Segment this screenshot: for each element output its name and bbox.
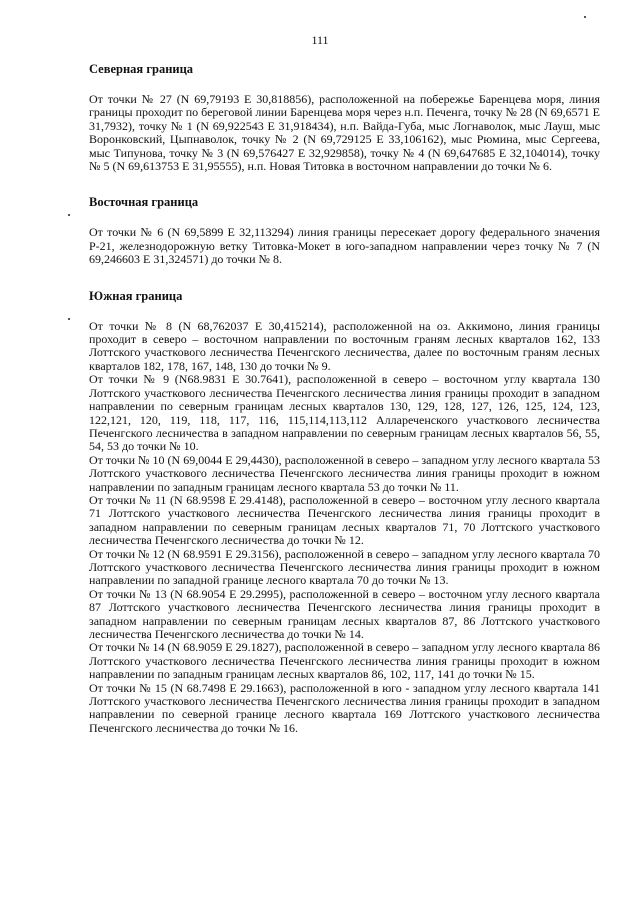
section-heading-south: Южная граница	[89, 288, 183, 303]
paragraph-south-4: От точки № 11 (N 68.9598 E 29.4148), расположенной в северо – восточном углу лесного квартала 71 Лоттского участкового лесничества Печенгского лесничества линия границы проходит в западном направлении по северным границам лесных кварталов 71, 70 Лоттского участкового лесничества Печенгского лесничества до точки № 12.	[89, 492, 600, 548]
scan-speck	[584, 16, 586, 18]
paragraph-south-8: От точки № 15 (N 68.7498 E 29.1663), расположенной в юго - западном углу лесного квартала 141 Лоттского участкового лесничества Печенгского лесничества линия границы проходит в западном направлении по северной границе лесного квартала 169 Лоттского участкового лесничества Печенгского лесничества до точки № 16.	[89, 680, 600, 735]
paragraph-south-1: От точки № 8 (N 68,762037 E 30,415214), расположенной на оз. Аккимоно, линия границы проходит в северо – восточном направлении по восточным граням лесных кварталов 162, 133 Лоттского участкового лесничества Печенгского лесничества, далее по восточным граням лесных кварталов 182, 178, 167, 148, 130 до точки № 9.	[89, 318, 600, 373]
paragraph-south-5: От точки № 12 (N 68.9591 E 29.3156), расположенной в северо – западном углу лесного квартала 70 Лоттского участкового лесничества Печенгского лесничества линия границы проходит в южном направлении по западной границе лесного квартала 70 до точки № 13.	[89, 546, 600, 588]
paragraph-east: От точки № 6 (N 69,5899 E 32,113294) линия границы пересекает дорогу федерального значения Р-21, железнодорожную ветку Титовка-Мокет в юго-западном направлении через точку № 7 (N 69,246603 E 31,324571) до точки № 8.	[89, 225, 600, 267]
paragraph-south-7: От точки № 14 (N 68.9059 E 29.1827), расположенной в северо – западном углу лесного квартала 86 Лоттского участкового лесничества Печенгского лесничества линия границы проходит в южном направлении по западным границам лесных кварталов 86, 102, 117, 141 до точки № 15.	[89, 640, 600, 682]
scan-speck	[68, 318, 70, 320]
paragraph-north: От точки № 27 (N 69,79193 E 30,818856), расположенной на побережье Баренцева моря, линия границы проходит по береговой линии Баренцева моря через н.п. Печенга, точку № 28 (N 69,6571 E 31,7932), точку № 1 (N 69,922543 E 31,918434), н.п. Вайда-Губа, мыс Логнаволок, мыс Лауш, мыс Воронковский, Цыпнаволок, точку № 2 (N 69,729125 E 33,106162), мыс Рюмина, мыс Сергеева, мыс Типунова, точку № 3 (N 69,576427 E 32,929858), точку № 4 (N 69,647685 E 32,104014), точку № 5 (N 69,613753 E 31,95555), н.п. Новая Титовка в восточном направлении до точки № 6.	[89, 92, 600, 174]
section-heading-north: Северная граница	[89, 62, 194, 76]
paragraph-south-2: От точки № 9 (N68.9831 E 30.7641), расположенной в северо – восточном углу квартала 130 Лоттского участкового лесничества Печенгского лесничества линия границы проходит в западном направлении по северным границам лесных кварталов 130, 129, 128, 127, 126, 125, 124, 123, 122,121, 120, 119, 118, 117, 116, 115,114,113,112 Аллареченского участкового лесничества Печенгского лесничества в западном направлении по северным границам лесных кварталов 56, 55, 54, 53 до точки № 10.	[89, 372, 600, 454]
paragraph-south-3: От точки № 10 (N 69,0044 E 29,4430), расположенной в северо – западном углу лесного квартала 53 Лоттского участкового лесничества Печенгского лесничества линия границы проходит в южном направлении по западным границам лесного квартала 53 до точки № 11.	[89, 452, 600, 494]
paragraph-south-6: От точки № 13 (N 68.9054 E 29.2995), расположенной в северо – восточном углу лесного квартала 87 Лоттского участкового лесничества Печенгского лесничества линия границы проходит в западном направлении по северным границам лесных кварталов 87, 86 Лоттского участкового лесничества Печенгского лесничества до точки № 14.	[89, 586, 600, 641]
section-heading-east: Восточная граница	[89, 195, 199, 210]
scan-speck	[68, 214, 70, 216]
page-number: 111	[311, 33, 329, 47]
